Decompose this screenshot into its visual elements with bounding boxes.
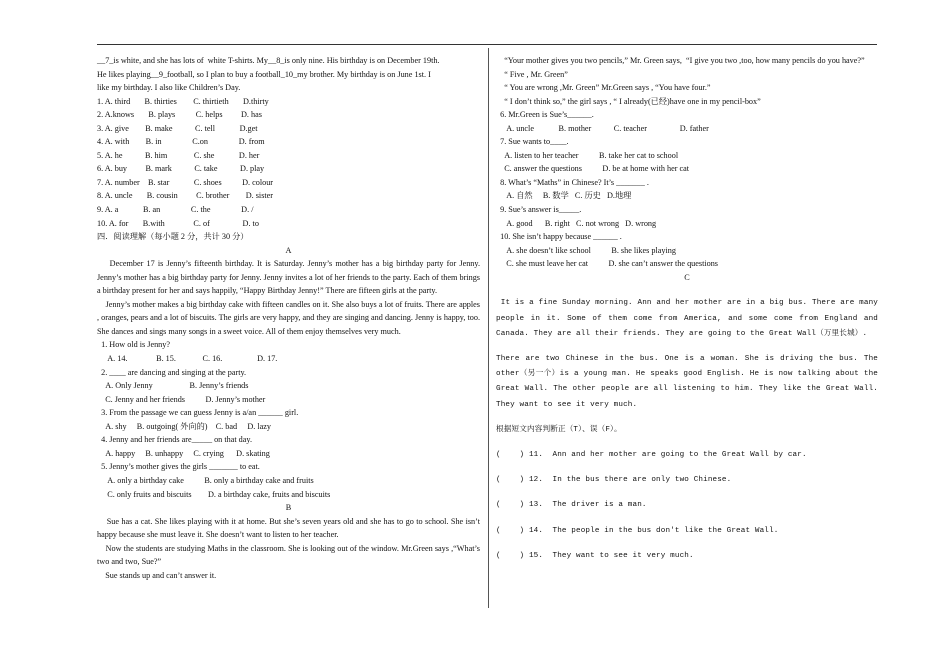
cloze-option: 10. A. for B.with C. of D. to — [97, 218, 259, 228]
spacer — [496, 488, 878, 498]
left-column — [97, 54, 483, 582]
passage-a-label: A — [285, 245, 292, 255]
tf-item: ( ) 15. They want to see it very much. — [496, 551, 694, 560]
question-line: 2. ____ are dancing and singing at the party. — [97, 367, 247, 377]
spacer — [496, 438, 878, 448]
question-line: A. 自然 B. 数学 C. 历史 D.地理 — [496, 191, 632, 201]
passage-b-paragraph: Sue has a cat. She likes playing with it at home. But she’s seven years old and she has to go to school. She isn’t happy because she must leave it. She doesn’t want to listen to her teacher. — [97, 516, 483, 540]
right-column — [496, 54, 883, 564]
cloze-option: 4. A. with B. in C.on D. from — [97, 137, 265, 147]
passage-b-paragraph: “ I don’t think so,” the girl says , “ I already(已经)have one in my pencil-box” — [496, 96, 761, 106]
passage-a-paragraph: Jenny’s mother makes a big birthday cake with fifteen candles on it. She also buys a lot of fruits. There are apples , oranges, pears and a lot of biscuits. The girls are very happy, and they are singing and dancing. Jenny is happy, too. She dances and sings many songs in a sweet voice. All of them enjoy themselves very much. — [97, 299, 483, 336]
question-line: A. uncle B. mother C. teacher D. father — [496, 123, 709, 133]
cloze-option: 1. A. third B. thirties C. thirtieth D.thirty — [97, 96, 269, 106]
question-line: C. only fruits and biscuits D. a birthday cake, fruits and biscuits — [97, 489, 331, 499]
question-line: A. shy B. outgoing( 外向的) C. bad D. lazy — [97, 421, 271, 431]
header-rule — [97, 44, 877, 45]
passage-c-paragraph: There are two Chinese in the bus. One is a woman. She is driving the bus. The other（另一个）is a young man. He speaks good English. He is now talking about the Great Wall. The other people are all listening to him. They like the Great Wall. They want to see it very much. — [496, 354, 883, 409]
question-line: 5. Jenny’s mother gives the girls _______ to eat. — [97, 462, 260, 472]
question-line: A. she doesn’t like school B. she likes playing — [496, 245, 676, 255]
tf-item: ( ) 11. Ann and her mother are going to the Great Wall by car. — [496, 450, 807, 459]
tf-item: ( ) 14. The people in the bus don't like the Great Wall. — [496, 526, 779, 535]
section-heading: 四．阅读理解（每小题 2 分，共计 30 分） — [97, 232, 249, 242]
intro-line: like my birthday. I also like Children’s Day. — [97, 83, 241, 93]
question-line: A. listen to her teacher B. take her cat to school — [496, 150, 679, 160]
intro-line: He likes playing__9_football, so I plan to buy a football_10_my brother. My birthday is on June 1st. I — [97, 69, 431, 79]
question-line: 4. Jenny and her friends are_____ on that day. — [97, 435, 252, 445]
column-divider — [488, 48, 489, 608]
question-line: 10. She isn’t happy because ______ . — [496, 232, 622, 242]
question-line: 9. Sue’s answer is_____. — [496, 205, 582, 215]
question-line: A. 14. B. 15. C. 16. D. 17. — [97, 354, 278, 364]
question-line: A. only a birthday cake B. only a birthday cake and fruits — [97, 475, 314, 485]
spacer — [496, 463, 878, 473]
spacer — [496, 539, 878, 549]
passage-c-label: C — [684, 272, 690, 282]
passage-b-paragraph: “ You are wrong ,Mr. Green” Mr.Green says , “You have four.” — [496, 83, 711, 93]
question-line: C. she must leave her cat D. she can’t answer the questions — [496, 259, 718, 269]
question-line: 7. Sue wants to____. — [496, 137, 569, 147]
cloze-option: 9. A. a B. an C. the D. / — [97, 205, 254, 215]
spacer — [496, 514, 878, 524]
question-line: A. happy B. unhappy C. crying D. skating — [97, 448, 270, 458]
question-line: C. Jenny and her friends D. Jenny’s mother — [97, 394, 266, 404]
question-line: 3. From the passage we can guess Jenny is a/an ______ girl. — [97, 408, 299, 418]
question-line: 6. Mr.Green is Sue’s______. — [496, 110, 594, 120]
spacer — [496, 342, 878, 352]
passage-b-paragraph: Sue stands up and can’t answer it. — [97, 570, 217, 580]
passage-a-paragraph: December 17 is Jenny’s fifteenth birthday. It is Saturday. Jenny’s mother has a big birthday party for Jenny. Jenny’s mother has a big birthday party for Jenny. Jenny invites a lot of her friends to the party. Each of them brings a birthday present for her and says happily, “Happy Birthday Jenny!” There are fifteen girls at the party. — [97, 259, 483, 296]
tf-instruction: 根据短文内容判断正（T）、误（F）。 — [496, 425, 622, 434]
tf-item: ( ) 12. In the bus there are only two Chinese. — [496, 476, 732, 485]
question-line: A. good B. right C. not wrong D. wrong — [496, 218, 657, 228]
intro-line: __7_is white, and she has lots of white T-shirts. My__8_is only nine. His birthday is on December 19th. — [97, 56, 440, 65]
spacer — [496, 413, 878, 423]
passage-b-paragraph: Now the students are studying Maths in the classroom. She is looking out of the window. Mr.Green says ,“What’s two and two, Sue?” — [97, 543, 483, 567]
cloze-option: 5. A. he B. him C. she D. her — [97, 150, 260, 160]
cloze-option: 6. A. buy B. mark C. take D. play — [97, 164, 265, 174]
question-line: C. answer the questions D. be at home with her cat — [496, 164, 690, 174]
question-line: 8. What’s “Maths” in Chinese? It’s _______ . — [496, 177, 649, 187]
spacer — [496, 284, 878, 296]
question-line: 1. How old is Jenny? — [97, 340, 170, 350]
passage-b-paragraph: “ Five , Mr. Green” — [496, 69, 568, 79]
passage-b-paragraph: “Your mother gives you two pencils,” Mr. Green says, “I give you two ,too, how many pencils do you have?” — [496, 56, 865, 65]
cloze-option: 3. A. give B. make C. tell D.get — [97, 123, 258, 133]
question-line: A. Only Jenny B. Jenny’s friends — [97, 381, 249, 391]
cloze-option: 2. A.knows B. plays C. helps D. has — [97, 110, 262, 120]
tf-item: ( ) 13. The driver is a man. — [496, 501, 647, 510]
cloze-option: 7. A. number B. star C. shoes D. colour — [97, 177, 274, 187]
passage-c-paragraph: It is a fine Sunday morning. Ann and her mother are in a big bus. There are many people in it. Some of them come from America, and some come from England and Canada. They are all their friends. They are going to the Great Wall（万里长城）. — [496, 299, 883, 338]
cloze-option: 8. A. uncle B. cousin C. brother D. sister — [97, 191, 274, 201]
passage-b-label: B — [285, 503, 292, 513]
